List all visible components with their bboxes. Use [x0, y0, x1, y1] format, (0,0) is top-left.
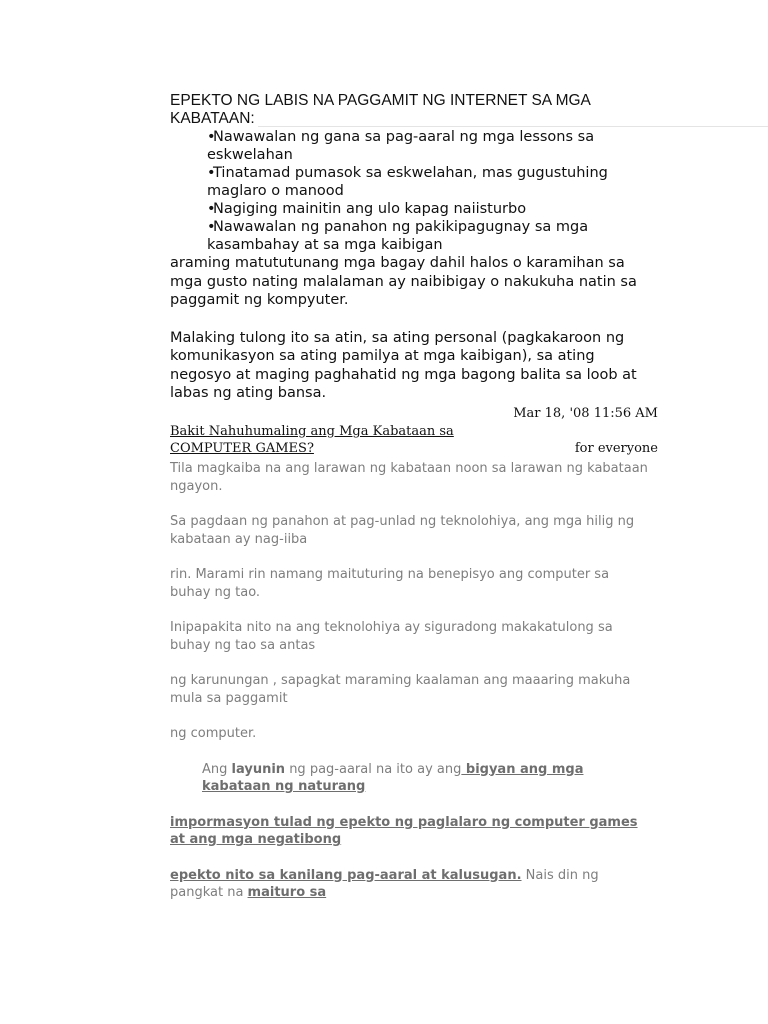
body-paragraph: Inipapakita nito na ang teknolohiya ay siguradong makakatulong sa buhay ng tao sa antas — [170, 620, 613, 653]
post-audience: for everyone — [574, 441, 658, 456]
bullet-icon: • — [207, 219, 216, 235]
body-paragraph — [170, 814, 648, 849]
body-paragraph: ng karunungan , sapagkat maraming kaalaman ang maaaring makuha mula sa paggamit — [170, 673, 631, 706]
text-run: Nais din ng pangkat na — [170, 867, 599, 900]
section-heading: EPEKTO NG LABIS NA PAGGAMIT NG INTERNET SA MGA KABATAAN: — [170, 92, 591, 127]
list-item — [207, 164, 660, 200]
list-item-text: Nawawalan ng panahon ng pakikipagugnay sa mga kasambahay at sa mga kaibigan — [207, 219, 589, 253]
underlined-bold-text: impormasyon tulad ng epekto ng paglalaro ng computer games at ang mga negatibong — [170, 814, 638, 847]
list-item — [207, 218, 660, 254]
body-paragraph: rin. Marami rin namang maituturing na benepisyo ang computer sa buhay ng tao. — [170, 567, 610, 600]
underlined-bold-text: bigyan ang mga kabataan ng naturang — [202, 761, 584, 794]
list-item-text: Tinatamad pumasok sa eskwelahan, mas gugustuhing maglaro o manood — [207, 165, 608, 199]
body-paragraph: Malaking tulong ito sa atin, sa ating personal (pagkakaroon ng komunikasyon sa ating pamilya at mga kaibigan), sa ating negosyo at maging paghahatid ng mga bagong balita sa loob at labas ng ating bansa. — [170, 329, 637, 401]
post-title-link[interactable]: Bakit Nahuhumaling ang Mga Kabataan sa COMPUTER GAMES? — [170, 424, 454, 456]
body-paragraph — [170, 761, 648, 796]
bullet-icon: • — [207, 201, 216, 217]
internet-effects-section — [170, 92, 660, 403]
text-run: ng pag-aaral na ito ay ang — [285, 761, 462, 777]
body-paragraph: ng computer. — [170, 726, 257, 741]
effects-list — [170, 128, 660, 254]
post-date: Mar 18, '08 11:56 AM — [513, 406, 658, 421]
body-paragraph: araming matututunang mga bagay dahil halos o karamihan sa mga gusto nating malalaman ay naibibigay o nakukuha natin sa paggamit ng kompyuter. — [170, 255, 637, 308]
bold-text: layunin — [231, 761, 286, 777]
underlined-bold-text: maituro sa — [247, 885, 327, 900]
bullet-icon: • — [207, 165, 216, 181]
list-item — [207, 128, 660, 164]
text-run: Ang — [202, 761, 232, 777]
post-body — [170, 460, 648, 920]
body-paragraph: Sa pagdaan ng panahon at pag-unlad ng teknolohiya, ang mga hilig ng kabataan ay nag-iiba — [170, 514, 635, 547]
list-item — [207, 200, 660, 218]
list-item-text: Nawawalan ng gana sa pag-aaral ng mga lessons sa eskwelahan — [207, 129, 595, 163]
body-paragraph: Tila magkaiba na ang larawan ng kabataan noon sa larawan ng kabataan ngayon. — [170, 461, 648, 494]
list-item-text: Nagiging mainitin ang ulo kapag naiisturbo — [213, 201, 527, 217]
bullet-icon: • — [207, 129, 216, 145]
underlined-bold-text: epekto nito sa kanilang pag-aaral at kalusugan. — [170, 867, 522, 883]
body-paragraph — [170, 867, 648, 902]
